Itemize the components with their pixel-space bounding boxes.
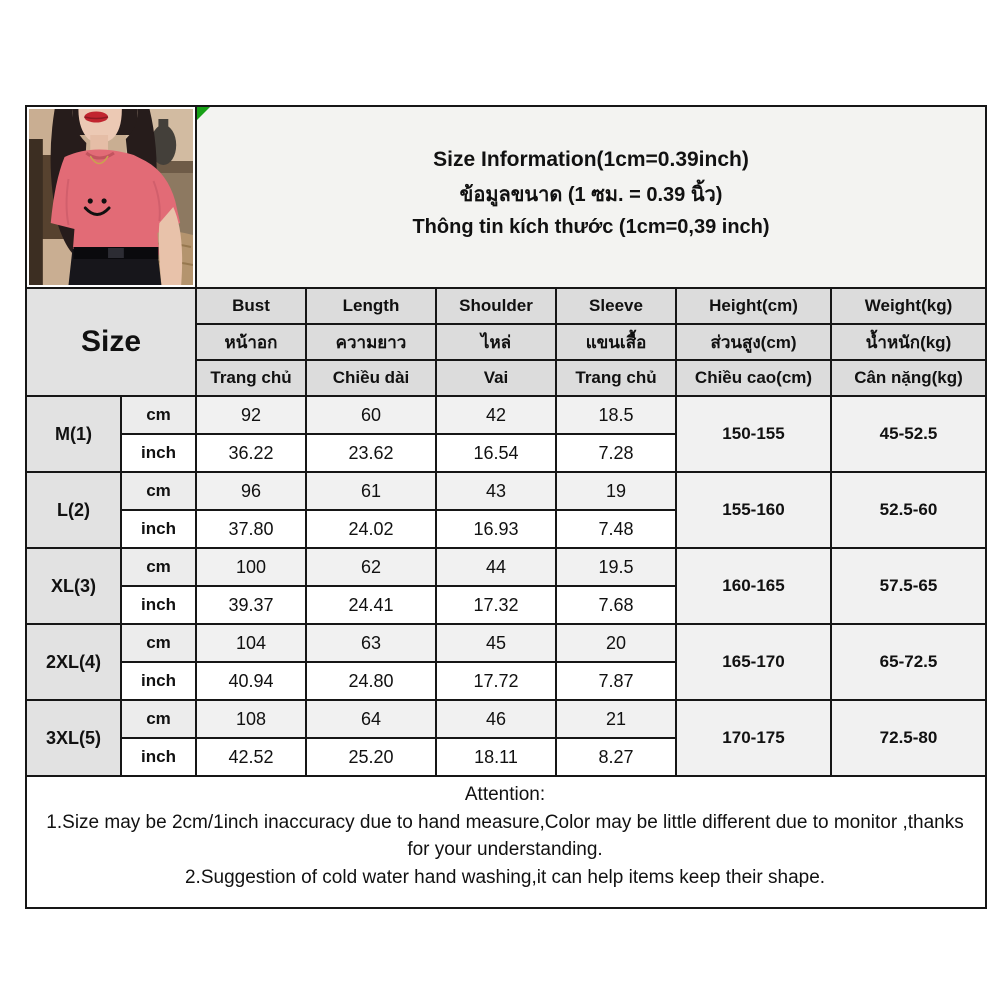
header-bust-vi: Trang chủ [196,360,306,396]
weight-range-cell: 57.5-65 [831,548,986,624]
value-cm-cell: 61 [306,472,436,510]
value-inch-cell: 40.94 [196,662,306,700]
value-cm-cell: 19.5 [556,548,676,586]
value-cm-cell: 92 [196,396,306,434]
size-information-title [197,109,985,285]
value-inch-cell: 24.41 [306,586,436,624]
value-cm-cell: 63 [306,624,436,662]
value-cm-cell: 62 [306,548,436,586]
size-table [25,105,987,909]
attention-note-2: 2.Suggestion of cold water hand washing,it can help items keep their shape. [184,866,826,888]
unit-cm-cell: cm [121,700,196,738]
unit-cm-cell: cm [121,548,196,586]
attention-note-1: 1.Size may be 2cm/1inch inaccuracy due to hand measure,Color may be little different due to monitor ,thanks for your understanding. [46,811,964,860]
unit-inch-cell: inch [121,738,196,776]
weight-range-cell: 65-72.5 [831,624,986,700]
value-inch-cell: 16.93 [436,510,556,548]
value-cm-cell: 43 [436,472,556,510]
title-vietnamese: Thông tin kích thước (1cm=0,39 inch) [412,215,770,238]
header-shoulder-en: Shoulder [436,288,556,324]
value-cm-cell: 60 [306,396,436,434]
size-label-cell: M(1) [26,396,121,472]
title-english: Size Information(1cm=0.39inch) [433,147,749,171]
size-chart-sheet [25,105,985,909]
value-inch-cell: 42.52 [196,738,306,776]
header-sleeve-vi: Trang chủ [556,360,676,396]
unit-inch-cell: inch [121,434,196,472]
height-range-cell: 170-175 [676,700,831,776]
value-inch-cell: 36.22 [196,434,306,472]
weight-range-cell: 52.5-60 [831,472,986,548]
size-label-cell: 3XL(5) [26,700,121,776]
header-length-en: Length [306,288,436,324]
value-cm-cell: 21 [556,700,676,738]
attention-note [26,776,986,908]
size-label-cell: L(2) [26,472,121,548]
header-bust-en: Bust [196,288,306,324]
header-height-th: ส่วนสูง(cm) [676,324,831,360]
value-inch-cell: 24.80 [306,662,436,700]
unit-cm-cell: cm [121,472,196,510]
value-cm-cell: 108 [196,700,306,738]
unit-inch-cell: inch [121,510,196,548]
value-inch-cell: 16.54 [436,434,556,472]
header-shoulder-th: ไหล่ [436,324,556,360]
header-length-th: ความยาว [306,324,436,360]
unit-inch-cell: inch [121,662,196,700]
header-weight-en: Weight(kg) [831,288,986,324]
value-inch-cell: 24.02 [306,510,436,548]
header-sleeve-th: แขนเสื้อ [556,324,676,360]
size-label-cell: XL(3) [26,548,121,624]
value-inch-cell: 17.32 [436,586,556,624]
unit-cm-cell: cm [121,624,196,662]
value-cm-cell: 100 [196,548,306,586]
product-photo-illustration [29,109,193,285]
value-inch-cell: 7.68 [556,586,676,624]
value-inch-cell: 39.37 [196,586,306,624]
unit-cm-cell: cm [121,396,196,434]
value-inch-cell: 18.11 [436,738,556,776]
height-range-cell: 165-170 [676,624,831,700]
value-cm-cell: 42 [436,396,556,434]
value-cm-cell: 96 [196,472,306,510]
product-photo [29,109,193,285]
header-shoulder-vi: Vai [436,360,556,396]
value-inch-cell: 23.62 [306,434,436,472]
header-weight-th: น้ำหนัก(kg) [831,324,986,360]
value-inch-cell: 7.28 [556,434,676,472]
attention-heading: Attention: [464,784,546,805]
value-cm-cell: 64 [306,700,436,738]
header-length-vi: Chiều dài [306,360,436,396]
value-cm-cell: 20 [556,624,676,662]
value-inch-cell: 7.48 [556,510,676,548]
green-corner-flag-icon [197,107,210,120]
height-range-cell: 150-155 [676,396,831,472]
value-cm-cell: 45 [436,624,556,662]
header-weight-vi: Cân nặng(kg) [831,360,986,396]
title-cell [196,106,986,288]
weight-range-cell: 72.5-80 [831,700,986,776]
value-inch-cell: 37.80 [196,510,306,548]
header-sleeve-en: Sleeve [556,288,676,324]
unit-inch-cell: inch [121,586,196,624]
value-inch-cell: 25.20 [306,738,436,776]
header-bust-th: หน้าอก [196,324,306,360]
height-range-cell: 160-165 [676,548,831,624]
height-range-cell: 155-160 [676,472,831,548]
value-cm-cell: 18.5 [556,396,676,434]
value-cm-cell: 19 [556,472,676,510]
value-inch-cell: 17.72 [436,662,556,700]
value-inch-cell: 8.27 [556,738,676,776]
product-photo-cell [26,106,196,288]
weight-range-cell: 45-52.5 [831,396,986,472]
value-inch-cell: 7.87 [556,662,676,700]
size-column-header: Size [26,288,196,396]
size-label-cell: 2XL(4) [26,624,121,700]
header-height-en: Height(cm) [676,288,831,324]
value-cm-cell: 104 [196,624,306,662]
value-cm-cell: 44 [436,548,556,586]
value-cm-cell: 46 [436,700,556,738]
title-thai: ข้อมูลขนาด (1 ซม. = 0.39 นิ้ว) [459,183,723,206]
header-height-vi: Chiều cao(cm) [676,360,831,396]
